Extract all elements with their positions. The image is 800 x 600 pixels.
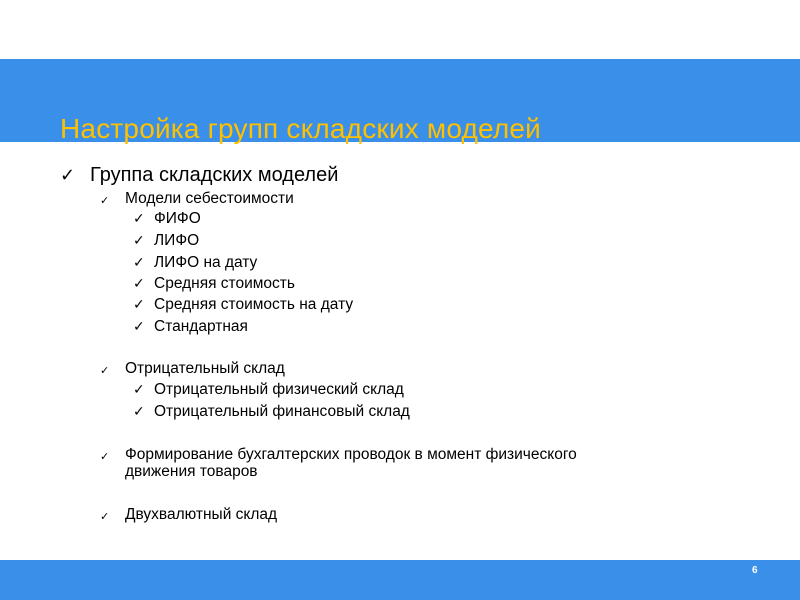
- checkmark-icon: ✓: [133, 381, 145, 397]
- bullet-text: ЛИФО на дату: [154, 254, 258, 271]
- checkmark-icon: ✓: [100, 451, 110, 463]
- checkmark-icon: ✓: [133, 275, 145, 291]
- bullet-text: ЛИФО: [154, 232, 200, 249]
- bullet-text: Отрицательный склад: [125, 360, 285, 377]
- slide-title: Настройка групп складских моделей: [60, 113, 542, 144]
- checkmark-icon: ✓: [133, 232, 145, 248]
- bullet-text: Отрицательный финансовый склад: [154, 403, 410, 420]
- checkmark-icon: ✓: [133, 210, 145, 226]
- checkmark-icon: ✓: [133, 403, 145, 419]
- bullet-text: ФИФО: [154, 210, 201, 227]
- bullet-text: Отрицательный физический склад: [154, 381, 404, 398]
- checkmark-icon: ✓: [100, 195, 110, 207]
- bullet-text: Стандартная: [154, 318, 248, 335]
- checkmark-icon: ✓: [133, 254, 145, 270]
- checkmark-icon: ✓: [60, 165, 76, 185]
- checkmark-icon: ✓: [133, 318, 145, 334]
- bullet-text: Модели себестоимости: [125, 190, 294, 207]
- checkmark-icon: ✓: [100, 511, 110, 523]
- bullet-text: Группа складских моделей: [90, 164, 339, 186]
- checkmark-icon: ✓: [133, 296, 145, 312]
- bullet-text-continued: движения товаров: [125, 463, 258, 480]
- bullet-text: Двухвалютный склад: [125, 506, 278, 523]
- bullet-text: Средняя стоимость на дату: [154, 296, 354, 313]
- checkmark-icon: ✓: [100, 365, 110, 377]
- bullet-text: Формирование бухгалтерских проводок в момент физического: [125, 446, 577, 463]
- slide-number: 6: [752, 565, 758, 576]
- bullet-text: Средняя стоимость: [154, 275, 295, 292]
